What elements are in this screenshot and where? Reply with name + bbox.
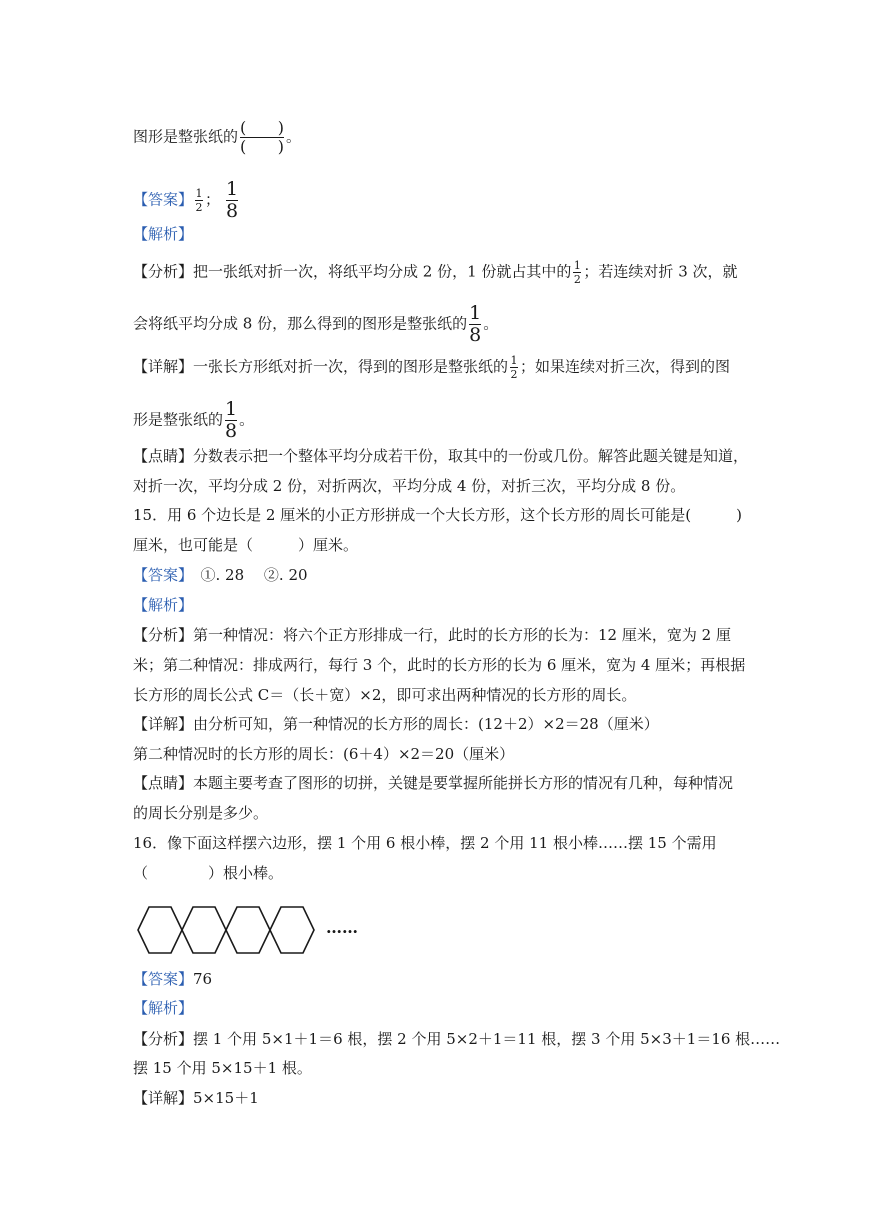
q14-tail-line: 图形是整张纸的 ( ) ( ) 。 [133, 118, 302, 156]
blank-fraction: ( ) ( ) [240, 118, 285, 156]
q14-fenxi-line1: 【分析】把一张纸对折一次，将纸平均分成 2 份，1 份就占其中的 $\frac{1}{2}$ ；若连续对折 3 次，就 [133, 259, 738, 286]
q14-dianjing-line2: 对折一次，平均分成 2 份，对折两次，平均分成 4 份，对折三次，平均分成 8 份。 [133, 477, 686, 495]
q14-fenxi-line2: 会将纸平均分成 8 份，那么得到的图形是整张纸的 $\frac{1}{8}$ 。 [133, 302, 499, 346]
q16-fenxi-line2: 摆 15 个用 5×15＋1 根。 [133, 1059, 312, 1077]
answer-fraction-1: $\frac{1}{2}$ [195, 187, 203, 214]
q15-answer: 【答案】 ①. 28 ②. 20 [133, 566, 308, 584]
q16-xiangjie-line1: 【详解】5×15＋1 [133, 1089, 259, 1107]
q15-dianjing-line1: 【点睛】本题主要考查了图形的切拼，关键是要掌握所能拼长方形的情况有几种，每种情况 [133, 774, 734, 792]
q14-xiangjie-line1: 【详解】一张长方形纸对折一次，得到的图形是整张纸的 $\frac{1}{2}$ ；如果连续对折三次，得到的图 [133, 354, 731, 381]
hexagon-3 [226, 907, 270, 953]
q15-fenxi-line2: 米；第二种情况：排成两行，每行 3 个，此时的长方形的长为 6 厘米，宽为 4 厘米；再根据 [133, 656, 746, 674]
hexagon-1 [138, 907, 182, 953]
q15-xiangjie-line2: 第二种情况时的长方形的周长：(6＋4）×2＝20（厘米） [133, 745, 515, 763]
q15-fenxi-line3: 长方形的周长公式 C＝（长＋宽）×2，即可求出两种情况的长方形的周长。 [133, 686, 637, 704]
q15-question-line1: 15．用 6 个边长是 2 厘米的小正方形拼成一个大长方形，这个长方形的周长可能是( ) [133, 506, 742, 524]
q15-analysis-tag: 【解析】 [133, 596, 194, 614]
fraction-eighth: $\frac{1}{8}$ [225, 398, 238, 442]
q16-analysis-tag: 【解析】 [133, 999, 194, 1017]
answer-fraction-2: $\frac{1}{8}$ [226, 178, 239, 222]
q15-xiangjie-line1: 【详解】由分析可知，第一种情况的长方形的周长：(12＋2）×2＝28（厘米） [133, 715, 659, 733]
fraction-eighth: $\frac{1}{8}$ [469, 302, 482, 346]
q15-dianjing-line2: 的周长分别是多少。 [133, 804, 269, 822]
q16-answer: 【答案】76 [133, 970, 213, 988]
q16-fenxi-line1: 【分析】摆 1 个用 5×1＋1＝6 根，摆 2 个用 5×2＋1＝11 根，摆 3 个用 5×3＋1＝16 根…… [133, 1030, 781, 1048]
fraction-half: $\frac{1}{2}$ [510, 354, 518, 381]
q14-answer: 【答案】 $\frac{1}{2}$ ； $\frac{1}{8}$ [133, 178, 239, 222]
q14-xiangjie-line2: 形是整张纸的 $\frac{1}{8}$ 。 [133, 398, 255, 442]
q14-dianjing-line1: 【点睛】分数表示把一个整体平均分成若干份，取其中的一份或几份。解答此题关键是知道， [133, 447, 749, 465]
q15-fenxi-line1: 【分析】第一种情况：将六个正方形排成一行，此时的长方形的长为：12 厘米，宽为 2 厘 [133, 626, 731, 644]
q16-question-line2: （ ）根小棒。 [133, 864, 284, 882]
hexagon-2 [182, 907, 226, 953]
q16-question-line1: 16．像下面这样摆六边形，摆 1 个用 6 根小棒，摆 2 个用 11 根小棒……摆 15 个需用 [133, 834, 717, 852]
continuation-dots: …… [326, 918, 358, 937]
q15-question-line2: 厘米，也可能是（ ）厘米。 [133, 536, 359, 554]
fraction-half: $\frac{1}{2}$ [573, 259, 581, 286]
hexagon-4 [270, 907, 314, 953]
q14-analysis-tag: 【解析】 [133, 225, 194, 243]
